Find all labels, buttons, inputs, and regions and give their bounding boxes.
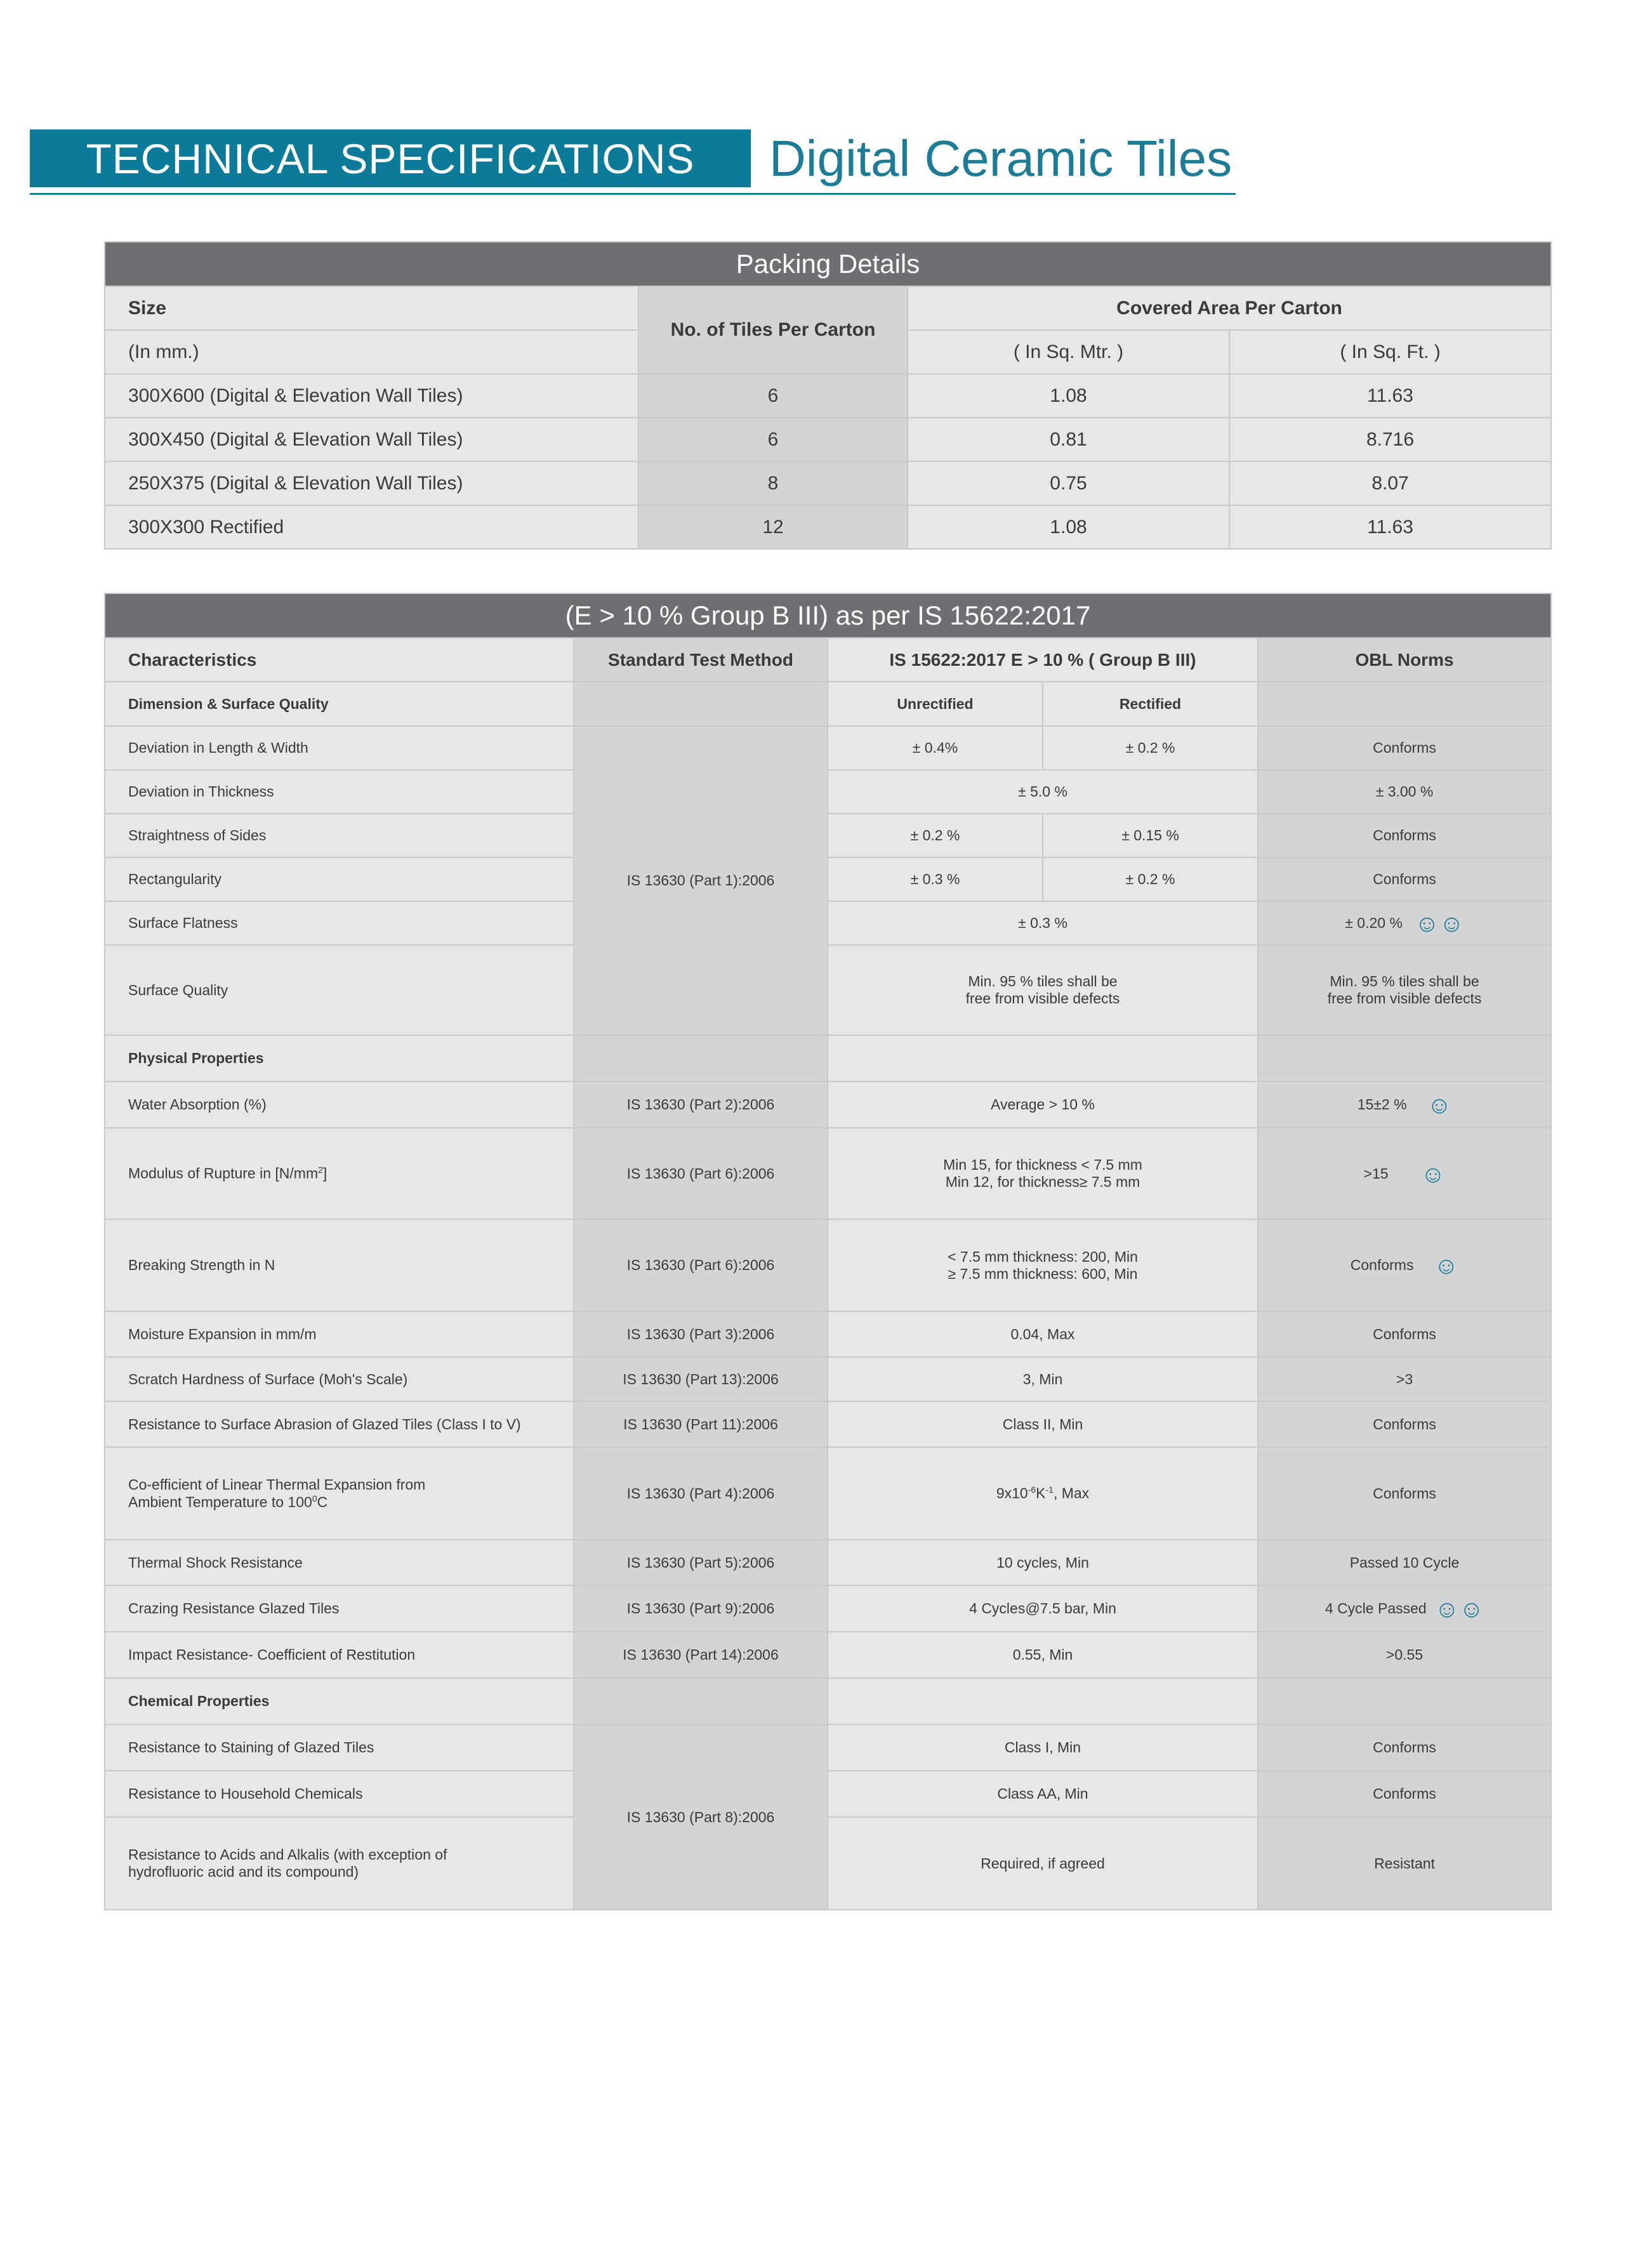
value-cell: ± 0.3 % (828, 857, 1043, 901)
obl-cell (1258, 1219, 1551, 1311)
char-cell: Crazing Resistance Glazed Tiles (105, 1585, 574, 1632)
obl-value: 15±2 % (1357, 1096, 1407, 1113)
obl-value: 4 Cycle Passed (1325, 1600, 1427, 1617)
table-row (105, 1401, 1551, 1447)
tiles-cell: 6 (638, 374, 908, 418)
smiley-icon: ☺ (1420, 1161, 1446, 1188)
char-text: ] (322, 1165, 327, 1182)
col-area-ft: ( In Sq. Ft. ) (1229, 330, 1551, 374)
col-tiles: No. of Tiles Per Carton (638, 286, 908, 374)
table-row (105, 1724, 1551, 1771)
obl-value: >15 (1363, 1165, 1389, 1182)
method-cell: IS 13630 (Part 11):2006 (574, 1401, 828, 1447)
obl-cell (1258, 1585, 1551, 1632)
obl-cell: Conforms (1258, 1401, 1551, 1447)
method-cell: IS 13630 (Part 3):2006 (574, 1311, 828, 1357)
size-cell: 250X375 (Digital & Elevation Wall Tiles) (105, 461, 638, 505)
char-cell: Breaking Strength in N (105, 1219, 574, 1311)
table-row (105, 1357, 1551, 1401)
value-text: K (1036, 1485, 1046, 1502)
value-cell: 3, Min (828, 1357, 1258, 1401)
table-row (105, 374, 1551, 418)
header-underline (30, 193, 1236, 195)
section-chemical: Chemical Properties (105, 1678, 574, 1724)
value-cell: Class II, Min (828, 1401, 1258, 1447)
method-cell: IS 13630 (Part 9):2006 (574, 1585, 828, 1632)
obl-cell: Conforms (1258, 1724, 1551, 1771)
value-cell: ± 0.2 % (1043, 857, 1258, 901)
char-cell (105, 1447, 574, 1540)
table-row (105, 1817, 1551, 1910)
table-row (105, 770, 1551, 814)
value-text: , Max (1053, 1485, 1090, 1502)
value-cell (828, 1128, 1258, 1219)
mtr-cell: 0.81 (908, 418, 1229, 461)
sub-rectified: Rectified (1043, 682, 1258, 726)
tiles-cell: 6 (638, 418, 908, 461)
value-cell: Class AA, Min (828, 1771, 1258, 1817)
char-cell (105, 1128, 574, 1219)
char-cell: Resistance to Surface Abrasion of Glazed Tiles (Class I to V) (105, 1401, 574, 1447)
method-cell: IS 13630 (Part 6):2006 (574, 1219, 828, 1311)
value-cell: 0.55, Min (828, 1632, 1258, 1678)
value-cell (828, 945, 1258, 1035)
ft-cell: 8.07 (1229, 461, 1551, 505)
obl-cell (1258, 1128, 1551, 1219)
obl-cell: >3 (1258, 1357, 1551, 1401)
smiley-icon: ☺ (1434, 1596, 1460, 1623)
size-cell: 300X300 Rectified (105, 505, 638, 549)
table-row (105, 1081, 1551, 1128)
method-cell: IS 13630 (Part 6):2006 (574, 1128, 828, 1219)
value-cell: 10 cycles, Min (828, 1540, 1258, 1585)
obl-cell: Conforms (1258, 857, 1551, 901)
char-cell: Deviation in Thickness (105, 770, 574, 814)
char-cell: Straightness of Sides (105, 814, 574, 857)
value-cell: Required, if agreed (828, 1817, 1258, 1910)
value-line: free from visible defects (965, 990, 1120, 1007)
size-cell: 300X450 (Digital & Elevation Wall Tiles) (105, 418, 638, 461)
table-row (105, 726, 1551, 770)
char-cell: Moisture Expansion in mm/m (105, 1311, 574, 1357)
value-sup: -1 (1045, 1485, 1054, 1495)
table-row (105, 418, 1551, 461)
value-sup: -6 (1028, 1485, 1036, 1495)
method-cell: IS 13630 (Part 4):2006 (574, 1447, 828, 1540)
obl-cell: Conforms (1258, 1447, 1551, 1540)
packing-table (104, 241, 1552, 550)
char-text: Ambient Temperature to 100 (128, 1493, 312, 1511)
obl-cell: Conforms (1258, 726, 1551, 770)
table-row (105, 461, 1551, 505)
char-cell: Rectangularity (105, 857, 574, 901)
value-cell: ± 5.0 % (828, 770, 1258, 814)
table-row (105, 1447, 1551, 1540)
section-physical: Physical Properties (105, 1035, 574, 1081)
col-characteristics: Characteristics (105, 638, 574, 682)
method-cell: IS 13630 (Part 2):2006 (574, 1081, 828, 1128)
smiley-icon: ☺ (1434, 1253, 1459, 1280)
obl-cell: Conforms (1258, 1771, 1551, 1817)
obl-cell: Resistant (1258, 1817, 1551, 1910)
value-line: Min 15, for thickness < 7.5 mm (943, 1156, 1142, 1173)
char-cell: Surface Quality (105, 945, 574, 1035)
obl-cell: ± 3.00 % (1258, 770, 1551, 814)
table-row (105, 1540, 1551, 1585)
col-area-mtr: ( In Sq. Mtr. ) (908, 330, 1229, 374)
mtr-cell: 1.08 (908, 374, 1229, 418)
tiles-cell: 8 (638, 461, 908, 505)
col-method: Standard Test Method (574, 638, 828, 682)
table-row (105, 1128, 1551, 1219)
value-line: < 7.5 mm thickness: 200, Min (948, 1248, 1138, 1265)
mtr-cell: 1.08 (908, 505, 1229, 549)
obl-line: free from visible defects (1327, 990, 1482, 1007)
char-cell: Resistance to Staining of Glazed Tiles (105, 1724, 574, 1771)
smiley-icon: ☺ (1439, 911, 1464, 937)
char-sup: 0 (312, 1493, 317, 1504)
ft-cell: 11.63 (1229, 505, 1551, 549)
value-line: Min 12, for thickness≥ 7.5 mm (945, 1174, 1140, 1190)
section-dimension: Dimension & Surface Quality (105, 682, 574, 726)
method-cell: IS 13630 (Part 14):2006 (574, 1632, 828, 1678)
method-cell: IS 13630 (Part 5):2006 (574, 1540, 828, 1585)
obl-cell (1258, 901, 1551, 945)
method-cell: IS 13630 (Part 13):2006 (574, 1357, 828, 1401)
value-cell: ± 0.2 % (1043, 726, 1258, 770)
col-size-unit: (In mm.) (105, 330, 638, 374)
char-line: hydrofluoric acid and its compound) (128, 1863, 359, 1880)
char-line (128, 1493, 550, 1511)
value-cell: Average > 10 % (828, 1081, 1258, 1128)
table-row (105, 945, 1551, 1035)
ft-cell: 11.63 (1229, 374, 1551, 418)
obl-value: ± 0.20 % (1345, 915, 1403, 931)
value-line: Min. 95 % tiles shall be (968, 973, 1118, 989)
tiles-cell: 12 (638, 505, 908, 549)
table-row (105, 901, 1551, 945)
table-row (105, 1771, 1551, 1817)
obl-cell: Conforms (1258, 814, 1551, 857)
char-cell: Thermal Shock Resistance (105, 1540, 574, 1585)
smiley-icon: ☺ (1459, 1596, 1484, 1623)
packing-title: Packing Details (105, 242, 1551, 286)
obl-line: Min. 95 % tiles shall be (1330, 973, 1479, 989)
table-row (105, 1585, 1551, 1632)
value-cell: ± 0.15 % (1043, 814, 1258, 857)
obl-cell: Conforms (1258, 1311, 1551, 1357)
col-size: Size (105, 286, 638, 330)
specs-table (104, 593, 1552, 1910)
mtr-cell: 0.75 (908, 461, 1229, 505)
col-obl: OBL Norms (1258, 638, 1551, 682)
char-cell: Deviation in Length & Width (105, 726, 574, 770)
obl-cell: Passed 10 Cycle (1258, 1540, 1551, 1585)
header-title-box (30, 129, 751, 187)
table-row (105, 1219, 1551, 1311)
col-area: Covered Area Per Carton (908, 286, 1551, 330)
sub-unrectified: Unrectified (828, 682, 1043, 726)
obl-value: Conforms (1350, 1257, 1414, 1273)
table-row (105, 814, 1551, 857)
value-cell: ± 0.4% (828, 726, 1043, 770)
obl-cell (1258, 945, 1551, 1035)
table-row (105, 1311, 1551, 1357)
smiley-icon: ☺ (1427, 1092, 1452, 1119)
specs-title: (E > 10 % Group B III) as per IS 15622:2017 (105, 593, 1551, 638)
char-cell: Scratch Hardness of Surface (Moh's Scale) (105, 1357, 574, 1401)
char-text: Modulus of Rupture in [N/mm (128, 1165, 319, 1182)
value-cell: Class I, Min (828, 1724, 1258, 1771)
obl-cell (1258, 1081, 1551, 1128)
value-cell: ± 0.3 % (828, 901, 1258, 945)
header-subtitle: Digital Ceramic Tiles (769, 130, 1232, 187)
size-cell: 300X600 (Digital & Elevation Wall Tiles) (105, 374, 638, 418)
char-cell: Water Absorption (%) (105, 1081, 574, 1128)
char-line: Resistance to Acids and Alkalis (with exception of (128, 1846, 447, 1863)
char-text: C (317, 1493, 328, 1511)
method-cell: IS 13630 (Part 8):2006 (574, 1724, 828, 1910)
value-cell: ± 0.2 % (828, 814, 1043, 857)
char-cell: Impact Resistance- Coefficient of Restitution (105, 1632, 574, 1678)
char-cell: Surface Flatness (105, 901, 574, 945)
char-cell: Resistance to Household Chemicals (105, 1771, 574, 1817)
method-cell: IS 13630 (Part 1):2006 (574, 726, 828, 1035)
value-line: ≥ 7.5 mm thickness: 600, Min (948, 1265, 1138, 1282)
table-row (105, 505, 1551, 549)
table-row (105, 1632, 1551, 1678)
ft-cell: 8.716 (1229, 418, 1551, 461)
char-sup: 2 (318, 1165, 323, 1175)
obl-cell: >0.55 (1258, 1632, 1551, 1678)
header-title: TECHNICAL SPECIFICATIONS (86, 135, 695, 182)
col-is: IS 15622:2017 E > 10 % ( Group B III) (828, 638, 1258, 682)
char-line: Co-efficient of Linear Thermal Expansion from (128, 1476, 426, 1493)
char-cell (105, 1817, 574, 1910)
value-text: 9x10 (996, 1485, 1028, 1502)
value-cell (828, 1447, 1258, 1540)
value-cell: 0.04, Max (828, 1311, 1258, 1357)
value-cell: 4 Cycles@7.5 bar, Min (828, 1585, 1258, 1632)
table-row (105, 857, 1551, 901)
value-cell (828, 1219, 1258, 1311)
smiley-icon: ☺ (1415, 911, 1439, 937)
